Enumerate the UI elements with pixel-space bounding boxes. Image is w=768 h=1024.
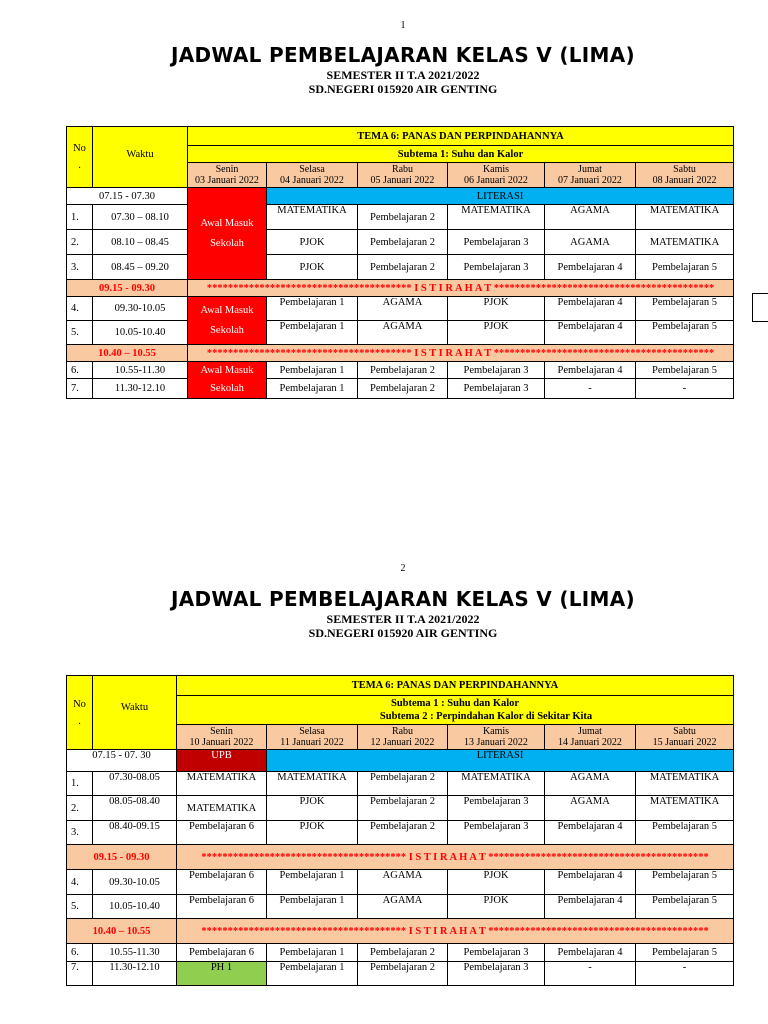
row-time: 08.40-09.15 (93, 821, 177, 845)
break-banner: *************************************** I S T I R A H A T ****************************************** (188, 280, 734, 297)
lesson-cell: Pembelajaran 2 (358, 944, 448, 962)
lesson-cell: Pembelajaran 5 (636, 321, 734, 345)
lesson-cell: Pembelajaran 5 (636, 821, 734, 845)
waktu-header: Waktu (93, 127, 188, 188)
row-number: 4. (67, 297, 93, 321)
lesson-cell: Pembelajaran 1 (267, 895, 358, 919)
lesson-cell: Pembelajaran 2 (358, 255, 448, 280)
day-header: Jumat 07 Januari 2022 (545, 163, 636, 188)
row-number: 1. (67, 772, 93, 796)
lesson-cell: Pembelajaran 2 (358, 205, 448, 230)
row-number: 5. (67, 321, 93, 345)
row-time: 10.55-11.30 (93, 944, 177, 962)
school-subtitle: SD.NEGERI 015920 AIR GENTING (308, 82, 498, 96)
lesson-cell: PJOK (267, 796, 358, 821)
waktu-header: Waktu (93, 676, 177, 750)
subtema-header: Subtema 1 : Suhu dan Kalor Subtema 2 : Perpindahan Kalor di Sekitar Kita (177, 696, 734, 725)
schedule-table (66, 126, 734, 399)
lesson-cell: Pembelajaran 2 (358, 230, 448, 255)
row-number: 7. (67, 379, 93, 399)
lesson-cell: Pembelajaran 6 (177, 870, 267, 895)
no-header: No . (67, 127, 93, 188)
school-subtitle: SD.NEGERI 015920 AIR GENTING (308, 626, 498, 640)
literasi-cell: LITERASI (267, 750, 734, 772)
break-time: 10.40 – 10.55 (67, 919, 177, 944)
lesson-cell: Pembelajaran 1 (267, 870, 358, 895)
day-header: Kamis 13 Januari 2022 (448, 725, 545, 750)
page-number: 2 (400, 563, 406, 574)
page-edge-box (752, 293, 768, 322)
no-header: No . (67, 676, 93, 750)
upb-cell: UPB (177, 750, 267, 772)
day-header: Sabtu 08 Januari 2022 (636, 163, 734, 188)
lesson-cell: - (545, 379, 636, 399)
lesson-cell: AGAMA (358, 895, 448, 919)
lesson-cell: Pembelajaran 3 (448, 821, 545, 845)
lesson-cell: Pembelajaran 2 (358, 772, 448, 796)
break-banner: *************************************** I S T I R A H A T ****************************************** (188, 345, 734, 362)
lesson-cell: Pembelajaran 4 (545, 944, 636, 962)
row-time: 10.55-11.30 (93, 362, 188, 379)
row-time: 08.10 – 08.45 (93, 230, 188, 255)
lesson-cell: PJOK (448, 895, 545, 919)
lesson-cell: Pembelajaran 1 (267, 962, 358, 986)
lesson-cell: Pembelajaran 6 (177, 821, 267, 845)
lesson-cell: AGAMA (545, 230, 636, 255)
lesson-cell: Pembelajaran 1 (267, 297, 358, 321)
lesson-cell: MATEMATIKA (177, 772, 267, 796)
lesson-cell: Pembelajaran 1 (267, 321, 358, 345)
break-time: 09.15 - 09.30 (67, 280, 188, 297)
row-time: 09.30-10.05 (93, 870, 177, 895)
lesson-cell: Pembelajaran 3 (448, 379, 545, 399)
row-number: 5. (67, 895, 93, 919)
row-time: 08.05-08.40 (93, 796, 177, 821)
lesson-cell: Pembelajaran 5 (636, 255, 734, 280)
lesson-cell: AGAMA (358, 870, 448, 895)
lesson-cell: MATEMATIKA (267, 772, 358, 796)
row-number: 3. (67, 821, 93, 845)
lesson-cell: MATEMATIKA (636, 230, 734, 255)
lesson-cell: PJOK (267, 821, 358, 845)
row-number: 6. (67, 944, 93, 962)
schedule-table (66, 675, 734, 986)
lesson-cell: Pembelajaran 6 (177, 895, 267, 919)
lesson-cell: PH 1 (177, 962, 267, 986)
lesson-cell: Pembelajaran 1 (267, 362, 358, 379)
day-header: Senin 10 Januari 2022 (177, 725, 267, 750)
row-time: 09.30-10.05 (93, 297, 188, 321)
break-banner: *************************************** I S T I R A H A T ****************************************** (177, 919, 734, 944)
lesson-cell: PJOK (267, 255, 358, 280)
lesson-cell: - (636, 962, 734, 986)
lesson-cell: Pembelajaran 5 (636, 870, 734, 895)
row-time: 07.30 – 08.10 (93, 205, 188, 230)
day-header: Rabu 05 Januari 2022 (358, 163, 448, 188)
lesson-cell: Pembelajaran 2 (358, 962, 448, 986)
row-number: 2. (67, 796, 93, 821)
lesson-cell: AGAMA (358, 297, 448, 321)
lesson-cell: Pembelajaran 2 (358, 821, 448, 845)
lesson-cell: Pembelajaran 5 (636, 297, 734, 321)
lesson-cell: Pembelajaran 3 (448, 230, 545, 255)
lesson-cell: Pembelajaran 4 (545, 362, 636, 379)
lesson-cell: Pembelajaran 3 (448, 944, 545, 962)
row-time: 11.30-12.10 (93, 962, 177, 986)
day-header: Senin 03 Januari 2022 (188, 163, 267, 188)
lesson-cell: - (636, 379, 734, 399)
lesson-cell: Pembelajaran 5 (636, 944, 734, 962)
row-time: 11.30-12.10 (93, 379, 188, 399)
lesson-cell: MATEMATIKA (636, 796, 734, 821)
lesson-cell: MATEMATIKA (636, 772, 734, 796)
break-time: 10.40 – 10.55 (67, 345, 188, 362)
row-number: 2. (67, 230, 93, 255)
row-number: 1. (67, 205, 93, 230)
row-time: 10.05-10.40 (93, 321, 188, 345)
lesson-cell: - (545, 962, 636, 986)
lesson-cell: Pembelajaran 4 (545, 321, 636, 345)
row-time: 10.05-10.40 (93, 895, 177, 919)
lesson-cell: AGAMA (545, 205, 636, 230)
awal-masuk-cell: Awal Masuk Sekolah (188, 297, 267, 345)
row-number: 6. (67, 362, 93, 379)
lesson-cell: Pembelajaran 1 (267, 379, 358, 399)
awal-masuk-cell: Awal Masuk Sekolah (188, 362, 267, 399)
tema-header: TEMA 6: PANAS DAN PERPINDAHANNYA (188, 127, 734, 146)
lesson-cell: Pembelajaran 4 (545, 297, 636, 321)
lesson-cell: Pembelajaran 1 (267, 944, 358, 962)
row-time: 08.45 – 09.20 (93, 255, 188, 280)
day-header: Kamis 06 Januari 2022 (448, 163, 545, 188)
literasi-time: 07.15 - 07. 30 (67, 750, 177, 772)
lesson-cell: MATEMATIKA (448, 772, 545, 796)
row-number: 4. (67, 870, 93, 895)
lesson-cell: Pembelajaran 2 (358, 379, 448, 399)
lesson-cell: Pembelajaran 2 (358, 362, 448, 379)
lesson-cell: AGAMA (358, 321, 448, 345)
literasi-cell: LITERASI (267, 188, 734, 205)
day-header: Sabtu 15 Januari 2022 (636, 725, 734, 750)
row-time: 07.30-08.05 (93, 772, 177, 796)
lesson-cell: Pembelajaran 3 (448, 255, 545, 280)
lesson-cell: MATEMATIKA (636, 205, 734, 230)
lesson-cell: Pembelajaran 4 (545, 870, 636, 895)
lesson-cell: Pembelajaran 4 (545, 895, 636, 919)
row-number: 3. (67, 255, 93, 280)
lesson-cell: AGAMA (545, 772, 636, 796)
day-header: Jumat 14 Januari 2022 (545, 725, 636, 750)
lesson-cell: Pembelajaran 5 (636, 895, 734, 919)
lesson-cell: Pembelajaran 3 (448, 362, 545, 379)
awal-masuk-cell: Awal Masuk Sekolah (188, 188, 267, 280)
day-header: Selasa 11 Januari 2022 (267, 725, 358, 750)
day-header: Rabu 12 Januari 2022 (358, 725, 448, 750)
lesson-cell: Pembelajaran 4 (545, 821, 636, 845)
tema-header: TEMA 6: PANAS DAN PERPINDAHANNYA (177, 676, 734, 696)
lesson-cell: MATEMATIKA (267, 205, 358, 230)
lesson-cell: MATEMATIKA (448, 205, 545, 230)
lesson-cell: Pembelajaran 3 (448, 796, 545, 821)
semester-subtitle: SEMESTER II T.A 2021/2022 (326, 612, 480, 626)
lesson-cell: AGAMA (545, 796, 636, 821)
lesson-cell: Pembelajaran 4 (545, 255, 636, 280)
semester-subtitle: SEMESTER II T.A 2021/2022 (326, 68, 480, 82)
lesson-cell: Pembelajaran 2 (358, 796, 448, 821)
lesson-cell: MATEMATIKA (177, 796, 267, 821)
page-number: 1 (400, 20, 406, 31)
lesson-cell: Pembelajaran 3 (448, 962, 545, 986)
day-header: Selasa 04 Januari 2022 (267, 163, 358, 188)
lesson-cell: Pembelajaran 6 (177, 944, 267, 962)
break-banner: *************************************** I S T I R A H A T ****************************************** (177, 845, 734, 870)
lesson-cell: PJOK (267, 230, 358, 255)
row-number: 7. (67, 962, 93, 986)
lesson-cell: PJOK (448, 321, 545, 345)
break-time: 09.15 - 09.30 (67, 845, 177, 870)
lesson-cell: PJOK (448, 297, 545, 321)
literasi-time: 07.15 - 07.30 (67, 188, 188, 205)
subtema-header: Subtema 1: Suhu dan Kalor (188, 146, 734, 163)
lesson-cell: Pembelajaran 5 (636, 362, 734, 379)
lesson-cell: PJOK (448, 870, 545, 895)
page-title: JADWAL PEMBELAJARAN KELAS V (LIMA) (171, 43, 635, 67)
page-title: JADWAL PEMBELAJARAN KELAS V (LIMA) (171, 587, 635, 611)
